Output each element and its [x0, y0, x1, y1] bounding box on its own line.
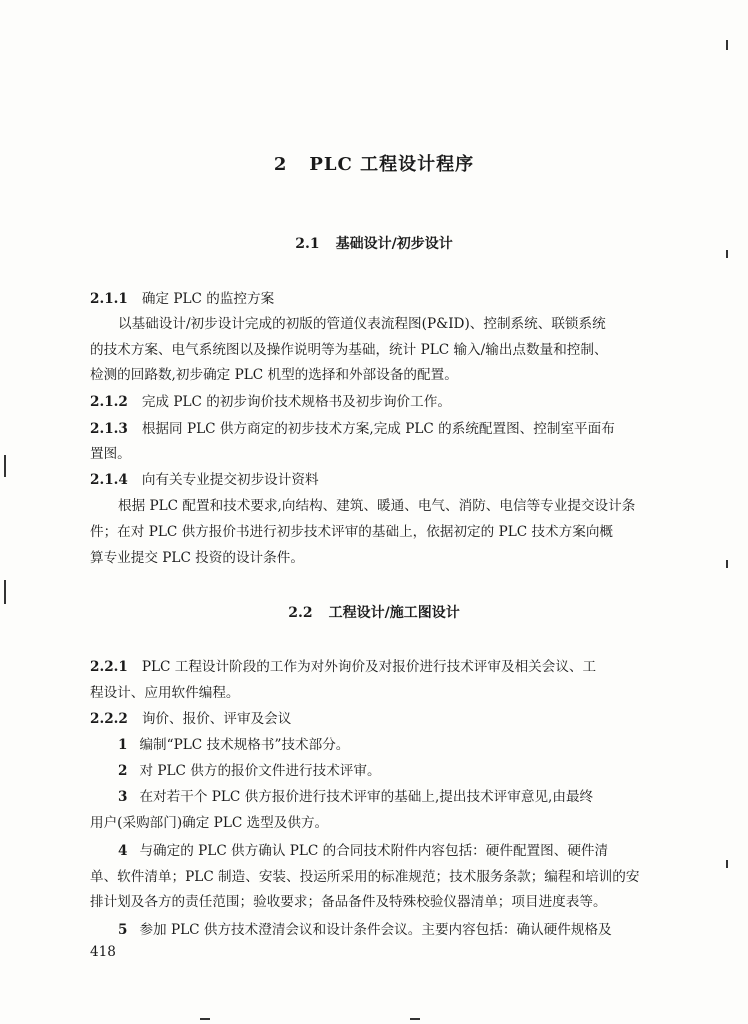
paragraph-line: 件；在对 PLC 供方报价书进行初步技术评审的基础上，依据初定的 PLC 技术方案向概 [90, 524, 614, 540]
clause-text: PLC 工程设计阶段的工作为对外询价及对报价进行技术评审及相关会议、工 [141, 659, 597, 675]
clause-number: 2.1.4 [90, 472, 128, 488]
section-number: 2.1 [295, 236, 320, 252]
clause-number: 2.2.2 [90, 711, 128, 727]
scan-artifact [726, 860, 728, 868]
section-title-text: 工程设计/施工图设计 [328, 605, 460, 621]
paragraph-line: 的技术方案、电气系统图以及操作说明等为基础，统计 PLC 输入/输出点数量和控制、 [90, 342, 608, 358]
paragraph-line: 用户(采购部门)确定 PLC 选型及供方。 [90, 815, 329, 831]
scan-artifact [726, 560, 728, 568]
section-title-text: 基础设计/初步设计 [335, 236, 453, 252]
list-item [118, 760, 660, 782]
scan-artifact [726, 40, 728, 50]
list-item-text: 在对若干个 PLC 供方报价进行技术评审的基础上,提出技术评审意见,由最终 [139, 789, 594, 805]
paragraph-line: 程设计、应用软件编程。 [90, 685, 240, 701]
list-item [118, 734, 660, 756]
section-title-2-2 [0, 602, 748, 622]
paragraph-line: 算专业提交 PLC 投资的设计条件。 [90, 550, 304, 566]
clause-text: 完成 PLC 的初步询价技术规格书及初步询价工作。 [141, 394, 451, 410]
clause-number: 2.1.2 [90, 394, 128, 410]
list-item-number: 2 [118, 763, 128, 779]
list-item [118, 919, 660, 941]
section-title-2-1 [0, 233, 748, 253]
list-item-text: 编制“PLC 技术规格书”技术部分。 [139, 737, 350, 753]
scan-artifact [726, 250, 728, 258]
list-item-text: 对 PLC 供方的报价文件进行技术评审。 [139, 763, 381, 779]
clause-text: 根据同 PLC 供方商定的初步技术方案,完成 PLC 的系统配置图、控制室平面布 [141, 421, 615, 437]
clause-2-1-2 [90, 391, 660, 413]
paragraph-line: 置图。 [90, 446, 131, 462]
list-item [118, 786, 660, 808]
clause-number: 2.1.1 [90, 291, 128, 307]
list-item-text: 与确定的 PLC 供方确认 PLC 的合同技术附件内容包括：硬件配置图、硬件清 [139, 843, 609, 859]
chapter-title-text: PLC 工程设计程序 [309, 154, 475, 175]
chapter-title [0, 150, 748, 176]
list-item-number: 3 [118, 789, 128, 805]
paragraph-line: 以基础设计/初步设计完成的初版的管道仪表流程图(P&ID)、控制系统、联锁系统 [118, 316, 606, 332]
page-number: 418 [90, 944, 116, 960]
list-item-number: 4 [118, 843, 128, 859]
heading-2-1-1 [90, 288, 660, 310]
list-item-text: 参加 PLC 供方技术澄清会议和设计条件会议。主要内容包括：确认硬件规格及 [139, 922, 612, 938]
clause-number: 2.2.1 [90, 659, 128, 675]
paragraph-line: 单、软件清单；PLC 制造、安装、投运所采用的标准规范；技术服务条款；编程和培训的安 [90, 869, 640, 885]
clause-2-2-1 [90, 656, 660, 678]
clause-heading: 向有关专业提交初步设计资料 [141, 472, 319, 488]
clause-number: 2.1.3 [90, 421, 128, 437]
clause-2-1-3 [90, 418, 660, 440]
list-item [118, 840, 660, 862]
list-item-number: 5 [118, 922, 128, 938]
paragraph-line: 根据 PLC 配置和技术要求,向结构、建筑、暖通、电气、消防、电信等专业提交设计条 [118, 498, 636, 514]
clause-heading: 询价、报价、评审及会议 [141, 711, 292, 727]
scan-artifact [200, 1018, 210, 1020]
scan-artifact [4, 580, 6, 604]
scan-artifact [4, 455, 6, 477]
heading-2-1-4 [90, 469, 660, 491]
paragraph-line: 排计划及各方的责任范围；验收要求；备品备件及特殊校验仪器清单；项目进度表等。 [90, 894, 607, 910]
clause-heading: 确定 PLC 的监控方案 [141, 291, 275, 307]
heading-2-2-2 [90, 708, 660, 730]
list-item-number: 1 [118, 737, 128, 753]
paragraph-line: 检测的回路数,初步确定 PLC 机型的选择和外部设备的配置。 [90, 367, 458, 383]
scan-artifact [410, 1018, 420, 1020]
chapter-number: 2 [273, 154, 288, 175]
section-number: 2.2 [288, 605, 313, 621]
